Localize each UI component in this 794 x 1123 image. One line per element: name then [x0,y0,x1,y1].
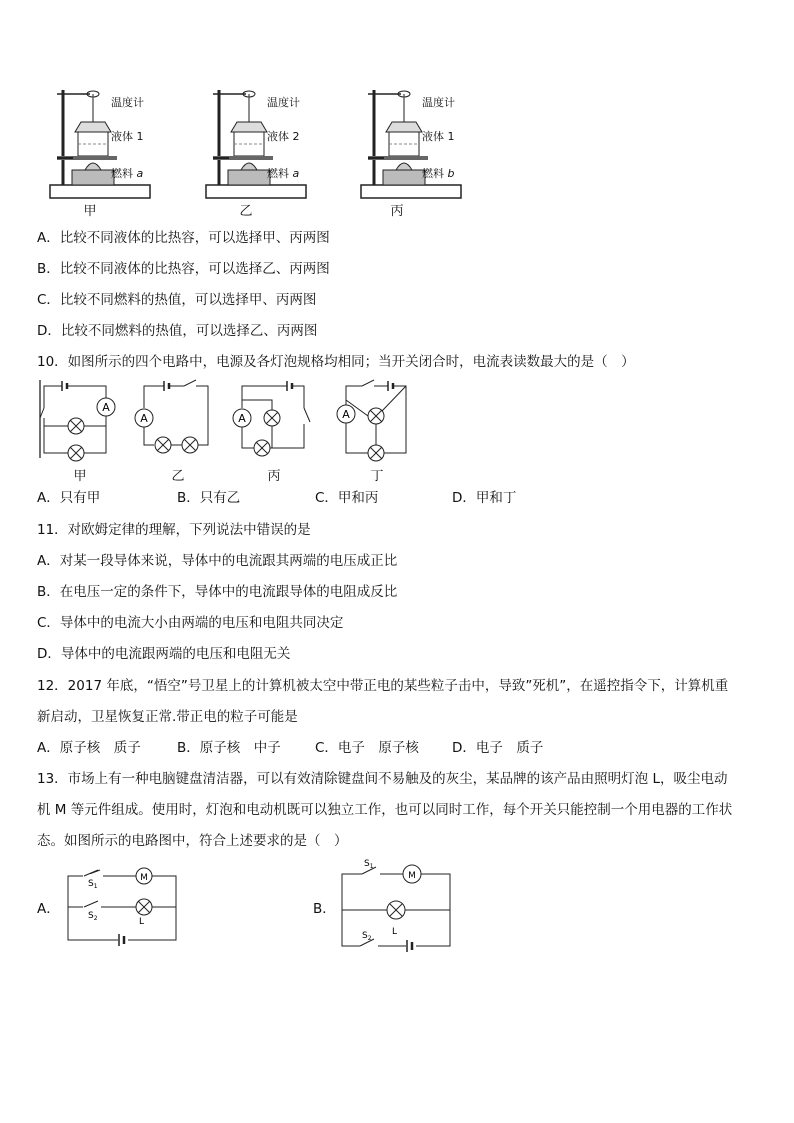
thermometer-label: 温度计 [267,96,300,109]
q13-circuit-a [66,864,178,946]
q10-stem: 10．如图所示的四个电路中，电源及各灯泡规格均相同；当开关闭合时，电流表读数最大的是（ ） [37,354,635,370]
q13-option-a-label: A． [37,901,60,917]
s2-label: $S_2$ [362,931,372,942]
q12-stem-line-2: 新启动，卫星恢复正常.带正电的粒子可能是 [37,709,298,725]
q13-stem-line-3: 态。如图所示的电路图中，符合上述要求的是（ ） [37,833,348,849]
liquid-label: 液体 1 [422,130,455,143]
circuit-caption: 丁 [370,469,384,484]
circuit-diagram-2 [134,378,214,458]
q13-stem-line-2: 机 M 等元件组成。使用时，灯泡和电动机既可以独立工作，也可以同时工作，每个开关只能控制一个用电器的工作状 [37,802,733,818]
q9-option-c: C．比较不同燃料的热值，可以选择甲、丙两图 [37,292,317,308]
q10-option-b: B．只有乙 [177,490,241,506]
fuel-label: 燃料 b [422,167,455,180]
ammeter-label: A [342,408,350,421]
ammeter-label: A [238,412,246,425]
apparatus-figure-2 [201,80,321,205]
ammeter-label: A [102,401,110,414]
s1-label: $S_1$ [364,859,374,870]
circuit-diagram-1 [36,378,126,460]
q12-option-c: C．电子 原子核 [315,740,419,756]
motor-label: M [140,873,148,883]
q13-option-b-label: B． [313,901,336,917]
q13-circuit-b [340,858,452,950]
q12-option-a: A．原子核 质子 [37,740,141,756]
fuel-label: 燃料 a [111,167,144,180]
q11-stem: 11．对欧姆定律的理解，下列说法中错误的是 [37,522,311,538]
q11-option-d: D．导体中的电流跟两端的电压和电阻无关 [37,646,291,662]
circuit-diagram-4 [332,378,412,460]
s2-label: $S_2$ [88,911,98,922]
liquid-label: 液体 1 [111,130,144,143]
lamp-label: L [392,927,398,937]
figure-caption: 甲 [83,204,97,219]
ammeter-label: A [140,412,148,425]
q12-option-d: D．电子 质子 [452,740,544,756]
q9-option-d: D．比较不同燃料的热值，可以选择乙、丙两图 [37,323,318,339]
circuit-caption: 乙 [171,469,185,484]
q11-option-c: C．导体中的电流大小由两端的电压和电阻共同决定 [37,615,344,631]
q9-option-a: A．比较不同液体的比热容，可以选择甲、丙两图 [37,230,330,246]
figure-caption: 丙 [390,204,404,219]
q10-option-d: D．甲和丁 [452,490,517,506]
thermometer-label: 温度计 [111,96,144,109]
circuit-diagram-3 [232,378,314,460]
q12-stem-line-1: 12．2017 年底，“悟空”号卫星上的计算机被太空中带正电的某些粒子击中，导致”死机”，在遥控指令下，计算机重 [37,678,729,694]
q11-option-a: A．对某一段导体来说，导体中的电流跟其两端的电压成正比 [37,553,398,569]
thermometer-label: 温度计 [422,96,455,109]
fuel-label: 燃料 a [267,167,300,180]
apparatus-figure-1 [45,80,165,205]
circuit-caption: 甲 [73,469,87,484]
motor-label: M [408,871,416,881]
q10-option-c: C．甲和丙 [315,490,379,506]
q11-option-b: B．在电压一定的条件下，导体中的电流跟导体的电阻成反比 [37,584,398,600]
apparatus-figure-3 [356,80,476,205]
q12-option-b: B．原子核 中子 [177,740,281,756]
liquid-label: 液体 2 [267,130,300,143]
q10-option-a: A．只有甲 [37,490,101,506]
circuit-caption: 丙 [267,469,281,484]
lamp-label: L [139,917,145,927]
s1-label: $S_1$ [88,879,98,890]
figure-caption: 乙 [239,204,253,219]
q13-stem-line-1: 13．市场上有一种电脑键盘清洁器，可以有效清除键盘间不易触及的灰尘，某品牌的该产品由照明灯泡 L，吸尘电动 [37,771,728,787]
q9-option-b: B．比较不同液体的比热容，可以选择乙、丙两图 [37,261,330,277]
